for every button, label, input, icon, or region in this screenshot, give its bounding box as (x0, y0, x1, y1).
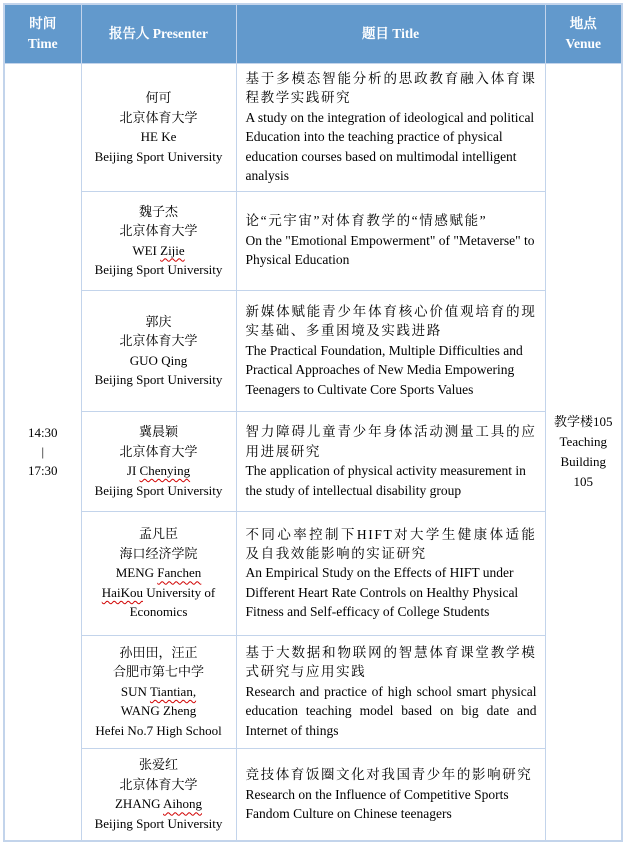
presenter-line (84, 461, 234, 481)
header-row (4, 4, 622, 64)
presenter-text: ZHANG (114, 796, 164, 812)
presenter-text: 郭庆 (145, 313, 172, 329)
title-en: An Empirical Study on the Effects of HIFT under Different Heart Rate Controls on Healthy Physical Fitness and Self-efficacy of College Students (245, 565, 519, 620)
presenter-text: SUN (120, 683, 150, 699)
presenter-text: 何可 (145, 90, 172, 106)
presenter-line (84, 662, 234, 682)
presenter-cell (81, 411, 236, 511)
presenter-text: 魏子杰 (138, 203, 178, 219)
time-end: 17:30 (27, 463, 58, 479)
time-cell (4, 64, 81, 842)
presenter-cell (81, 64, 236, 192)
presenter-line (84, 260, 234, 280)
presenter-line (84, 108, 234, 128)
presenter-line (84, 127, 234, 147)
presenter-text: University of (142, 584, 216, 600)
title-cn: 新媒体赋能青少年体育核心价值观培育的现实基础、多重困境及实践进路 (245, 304, 537, 339)
misspelled-name: Fanchen (157, 565, 202, 581)
presenter-text: Beijing Sport University (94, 372, 223, 388)
presenter-text: 合肥市第七中学 (112, 664, 204, 680)
presenter-text: 张爱红 (138, 757, 178, 773)
presenter-cell (81, 748, 236, 841)
presenter-cell (81, 191, 236, 290)
venue-line: Teaching (559, 433, 607, 449)
presenter-text: Beijing Sport University (94, 262, 223, 278)
table-row (4, 511, 622, 635)
presenter-line (84, 221, 234, 241)
presenter-text: Economics (129, 604, 188, 620)
col-header-venue-en: Venue (565, 36, 601, 51)
presenter-line (84, 721, 234, 741)
title-cell (236, 191, 545, 290)
presenter-text: MENG (115, 565, 158, 581)
misspelled-name: HaiKou (101, 584, 143, 600)
presenter-text: JI (126, 463, 140, 479)
presenter-text: 孙田田，汪正 (119, 644, 198, 660)
table-row (4, 411, 622, 511)
table-row (4, 64, 622, 192)
presenter-text: Hefei No.7 High School (95, 722, 222, 738)
col-header-venue (545, 4, 622, 64)
presenter-text: HE Ke (140, 129, 177, 145)
col-header-presenter-label: 报告人 Presenter (108, 26, 209, 42)
title-cn: 竞技体育饭圈文化对我国青少年的影响研究 (245, 767, 533, 783)
presenter-text: 海口经济学院 (119, 545, 198, 561)
col-header-title-label: 题目 Title (361, 26, 420, 42)
presenter-line (84, 331, 234, 351)
presenter-line (84, 583, 234, 603)
presenter-line (84, 88, 234, 108)
presenter-line (84, 775, 234, 795)
schedule-table (3, 3, 623, 842)
presenter-cell (81, 290, 236, 411)
col-header-time (4, 4, 81, 64)
presenter-text: 北京体育大学 (119, 109, 198, 125)
venue-line: Building (560, 454, 606, 470)
schedule-body (4, 64, 622, 842)
title-cn: 基于大数据和物联网的智慧体育课堂教学模式研究与应用实践 (245, 645, 537, 680)
title-en: Research on the Influence of Competitive Sports Fandom Culture on Chinese teenagers (245, 786, 509, 822)
title-cell (236, 64, 545, 192)
misspelled-name: Zijie (160, 242, 185, 258)
col-header-presenter (81, 4, 236, 64)
title-cell (236, 748, 545, 841)
table-row (4, 191, 622, 290)
time-separator: | (41, 443, 45, 459)
title-en: The application of physical activity measurement in the study of intellectual disability group (245, 463, 526, 498)
presenter-line (84, 563, 234, 583)
presenter-line (84, 643, 234, 663)
presenter-line (84, 351, 234, 371)
presenter-line (84, 814, 234, 834)
venue-line: 教学楼105 (553, 413, 613, 429)
presenter-text: Beijing Sport University (94, 482, 223, 498)
col-header-title (236, 4, 545, 64)
title-cell (236, 290, 545, 411)
presenter-line (84, 370, 234, 390)
title-cell (236, 511, 545, 635)
presenter-line (84, 312, 234, 332)
col-header-venue-cn: 地点 (569, 16, 597, 32)
table-row (4, 748, 622, 841)
presenter-line (84, 794, 234, 814)
title-cn: 智力障碍儿童青少年身体活动测量工具的应用进展研究 (245, 424, 537, 459)
presenter-text: 冀晨颖 (138, 424, 178, 440)
presenter-cell (81, 511, 236, 635)
title-cell (236, 635, 545, 748)
presenter-line (84, 481, 234, 501)
presenter-line (84, 755, 234, 775)
presenter-line (84, 544, 234, 564)
presenter-text: Beijing Sport University (94, 815, 223, 831)
misspelled-name: Tiantian, (149, 683, 197, 699)
title-en: The Practical Foundation, Multiple Difficulties and Practical Approaches of New Media Empowering Teenagers to Cultivate Core Sports Values (245, 342, 523, 397)
col-header-time-en: Time (27, 36, 58, 51)
title-cn: 论“元宇宙”对体育教学的“情感赋能” (245, 213, 488, 229)
presenter-line (84, 202, 234, 222)
presenter-line (84, 682, 234, 702)
title-en: On the "Emotional Empowerment" of "Metaverse" to Physical Education (245, 232, 535, 268)
presenter-text: WEI (132, 242, 161, 258)
title-en: A study on the integration of ideological and political Education into the teaching practice of physical education courses based on multimodal intelligent analysis (245, 109, 535, 184)
title-cn: 基于多模态智能分析的思政教育融入体育课程教学实践研究 (245, 71, 537, 106)
presenter-text: 孟凡臣 (138, 526, 178, 542)
presenter-line (84, 241, 234, 261)
presenter-text: Beijing Sport University (94, 148, 223, 164)
presenter-text: 北京体育大学 (119, 776, 198, 792)
venue-cell (545, 64, 622, 842)
title-cell (236, 411, 545, 511)
presenter-text: 北京体育大学 (119, 333, 198, 349)
table-row (4, 290, 622, 411)
misspelled-name: Chenying (139, 463, 191, 479)
misspelled-name: Aihong (163, 796, 203, 812)
col-header-time-cn: 时间 (29, 16, 57, 32)
presenter-line (84, 602, 234, 622)
table-row (4, 635, 622, 748)
presenter-text: GUO Qing (129, 352, 188, 368)
presenter-text: 北京体育大学 (119, 443, 198, 459)
presenter-line (84, 701, 234, 721)
presenter-line (84, 442, 234, 462)
venue-line: 105 (573, 474, 593, 490)
time-start: 14:30 (27, 424, 58, 440)
presenter-text: 北京体育大学 (119, 223, 198, 239)
presenter-line (84, 422, 234, 442)
title-en: Research and practice of high school smart physical education teaching model based on big date and Internet of things (245, 683, 537, 738)
presenter-text: WANG Zheng (120, 703, 197, 719)
presenter-line (84, 147, 234, 167)
presenter-line (84, 524, 234, 544)
title-cn: 不同心率控制下HIFT对大学生健康体适能及自我效能影响的实证研究 (245, 526, 537, 561)
presenter-cell (81, 635, 236, 748)
